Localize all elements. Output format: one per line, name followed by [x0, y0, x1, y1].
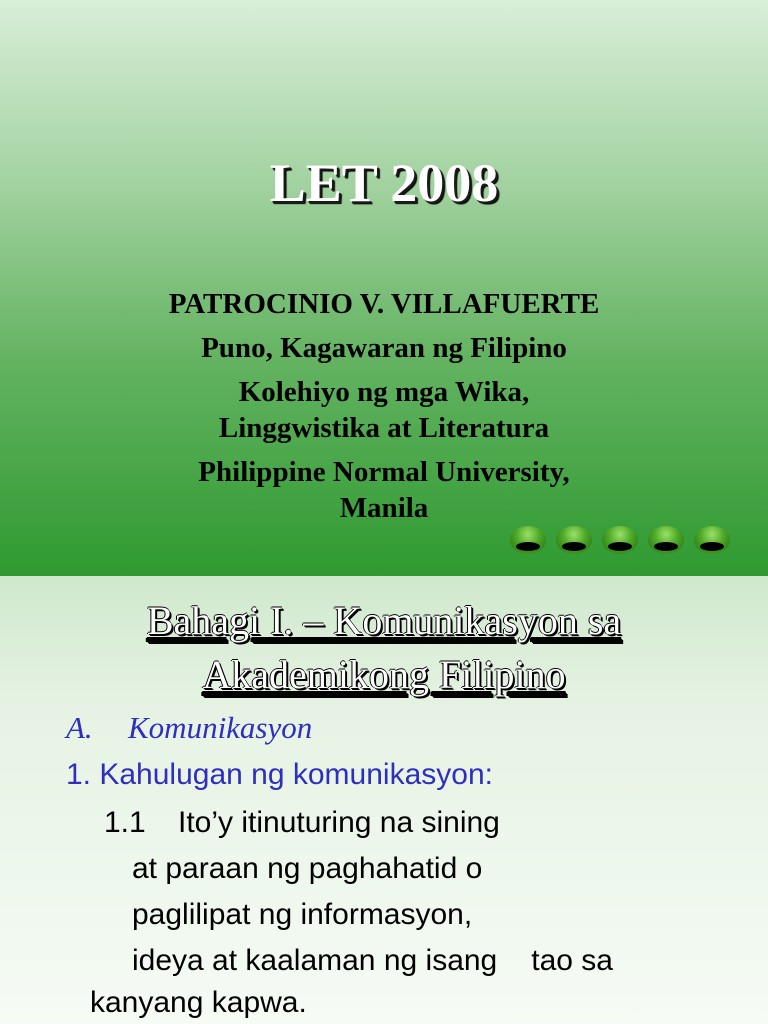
slide-title: LET 2008 [269, 153, 499, 213]
slide-heading [0, 594, 768, 702]
heading-line-2: Akademikong Filipino [202, 652, 566, 697]
heading-line-1: Bahagi I. – Komunikasyon sa [146, 598, 622, 643]
university-line-2: Manila [339, 492, 429, 524]
dot-icon [694, 526, 730, 554]
dot-icon [602, 526, 638, 554]
content-slide [0, 576, 768, 1024]
point-text-4b: tao sa [531, 944, 613, 977]
dot-icon [510, 526, 546, 554]
college-line-1: Kolehiyo ng mga Wika, [238, 376, 530, 408]
point-text-1: Ito’y itinuturing na sining [178, 806, 500, 839]
university-line-1: Philippine Normal University, [198, 456, 570, 488]
dot-icon [556, 526, 592, 554]
author-position: Puno, Kagawaran ng Filipino [201, 332, 567, 364]
section-letter: A. [66, 710, 93, 745]
decorative-dots [510, 526, 730, 560]
item-label: 1. Kahulugan ng komunikasyon: [66, 758, 493, 791]
dot-icon [648, 526, 684, 554]
author-name: PATROCINIO V. VILLAFUERTE [168, 288, 600, 320]
section-title: Komunikasyon [128, 710, 313, 745]
point-text-4a: ideya at kaalaman ng isang [132, 944, 498, 977]
point-line-1 [104, 806, 500, 840]
section-heading [66, 710, 312, 746]
point-line-2: at paraan ng paghahatid o [132, 852, 483, 885]
author-block [0, 286, 768, 526]
point-line-4 [132, 944, 613, 978]
point-number: 1.1 [104, 806, 146, 839]
point-line-5: kanyang kapwa. [90, 986, 307, 1019]
college-line-2: Linggwistika at Literatura [218, 412, 550, 444]
point-line-3: paglilipat ng informasyon, [132, 898, 473, 931]
